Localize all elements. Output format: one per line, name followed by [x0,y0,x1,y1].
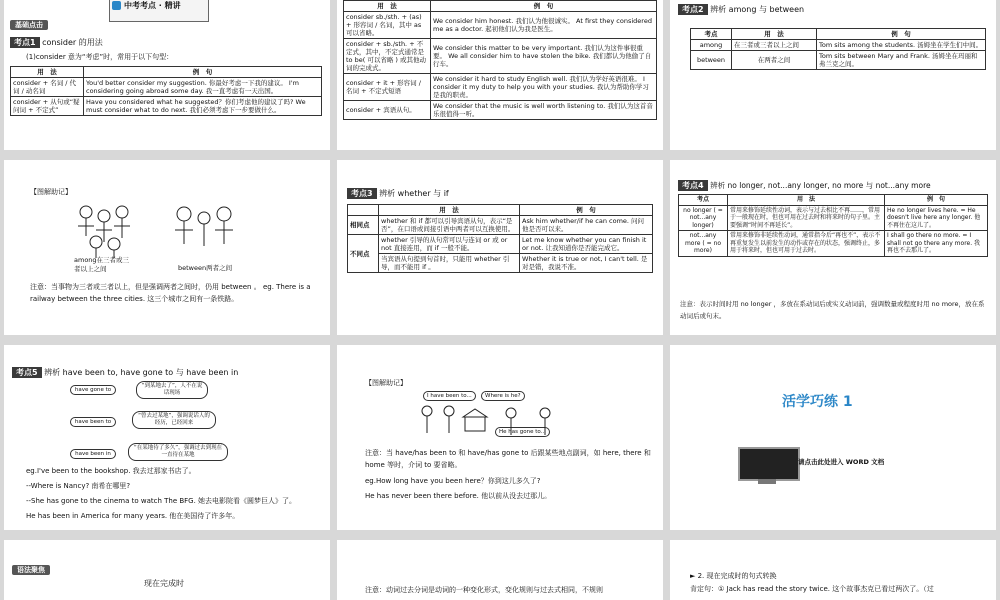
table-row [344,12,657,39]
cell-key: between [691,51,732,70]
cell-example: Have you considered what he suggested？你们考虑他的建议了吗? We must consider what to do next. 我们必须考虑下一步要做什么。 [84,97,322,116]
memory-aid-title: 【图解助记】 [365,379,407,387]
example-4: He has been in America for many years. 他在美国待了许多年。 [26,512,240,520]
section-heading: ► 2. 现在完成时的句式转换 [690,572,777,580]
point-tag: 考点4 [678,180,708,191]
point-tag: 考点5 [12,367,42,378]
cell-example: Ask him whether/if he can come. 问问他是否可以来。 [520,216,653,235]
cell-example: You'd better consider my suggestion. 你最好考虑一下我的建议。 I'm considering going abroad some day. 我一直考虑有一天出国。 [84,78,322,97]
table-row [348,235,653,254]
slide-past-participle-note[interactable] [337,540,663,600]
children-illustration [72,202,252,260]
basic-tag: 基础点击 [10,20,48,30]
bubble-have-been-to: have been to [70,417,116,427]
cell-example: Tom sits among the students. 汤姆坐在学生们中间。 [817,40,986,51]
cell-key: not...any more ( = no more) [679,231,728,257]
grammar-title: 现在完成时 [144,579,184,588]
slide-among-between-illustration[interactable] [4,160,330,335]
example-2: He has never been there before. 他以前从没去过那儿。 [365,492,552,500]
slide-consider-usage-1[interactable] [4,0,330,150]
memory-aid-title: 【图解助记】 [30,188,72,196]
table-row [679,231,988,257]
speech-bubble-2: Where is he? [481,391,525,401]
example-2: --Where is Nancy? 南希在哪里? [26,482,131,490]
table-row [344,101,657,120]
affirmative-example: 肯定句：① Jack has read the story twice. 这个故事杰克已看过两次了。（过 [690,585,934,593]
cell-use: consider + sb./sth. + 不定式，其中，不定式通常是 to be( 可以省略 ) 或其他动词的完成式。 [344,39,431,74]
book-icon [112,1,121,10]
col-header: 例 句 [817,29,986,40]
banner-text: 中考考点 · 精讲 [124,1,181,10]
slide-practice[interactable] [670,345,996,530]
speech-bubble-3: He has gone to... [495,427,550,437]
cell-key: 不同点 [348,235,379,273]
cell-use: consider + it + 形容词 / 名词 + 不定式短语 [344,74,431,101]
no-longer-table [678,194,988,257]
table-row [691,40,986,51]
section-banner [109,0,209,22]
practice-title: 活学巧练 1 [782,394,853,410]
col-header: 例 句 [84,67,322,78]
note-text: 注意：当 have/has been to 和 have/has gone to 后跟某些地点副词，如 here, there 和 home 等时，介词 to 要省略。 [365,449,651,469]
slide-consider-usage-2[interactable] [337,0,663,150]
cell-use: 常用来修饰非延续性动词，通常指今后“再也不”，表示不再重复发生以前发生的动作或存在的状态，强调终止，多用于将来时，但也可用于过去时。 [728,231,885,257]
table-row [344,74,657,101]
people-illustration [415,403,565,443]
monitor-stand [758,479,776,484]
point-title: 辨析 have been to, have gone to 与 have been in [44,368,239,377]
note-text: 注意：当事物为三者或三者以上，但是强调两者之间时，仍用 between 。 eg. There is a railway between the three cities. 这三个城市之间有一条铁路。 [30,283,311,303]
table-row [348,254,653,273]
cell-example: We consider it hard to study English well. 我们认为学好英语很难。 I consider it my duty to help you with your studies. 我认为帮助你学习是我的职责。 [431,74,657,101]
cell-use: 在三者或三者以上之间 [732,40,817,51]
point-title: 辨析 no longer, not...any longer, no more 与 not...any more [710,181,931,190]
table-row [691,51,986,70]
bubble-have-been-in: have been in [70,449,116,459]
cell-key: 相同点 [348,216,379,235]
slide-grammar-focus[interactable] [4,540,330,600]
cell-example: We consider this matter to be very important. 我们认为这件事很重要。 We all consider him to have stolen the bike. 我们都认为他偷了自行车。 [431,39,657,74]
caption-among: among在三者或三者以上之间 [74,256,130,273]
col-header: 用 法 [728,195,885,206]
point-tag: 考点2 [678,4,708,15]
table-row [348,216,653,235]
cell-use: consider sb./sth. + (as) + 形容词 / 名词，其中 as 可以省略。 [344,12,431,39]
point-tag: 考点1 [10,37,40,48]
point-tag: 考点3 [347,188,377,199]
table-row [344,39,657,74]
note-text: 注意：动词过去分词是动词的一种变化形式，变化规则与过去式相同，不规则 [365,586,603,594]
slide-no-longer[interactable] [670,160,996,335]
slide-whether-if[interactable] [337,160,663,335]
cell-example: I shall go there no more. = I shall not go there any more. 我再也不去那儿了。 [885,231,988,257]
slide-among-between[interactable] [670,0,996,150]
cell-use: 在两者之间 [732,51,817,70]
slide-have-been-illustration[interactable] [337,345,663,530]
bubble-have-gone-to: have gone to [70,385,116,395]
slide-have-been-gone[interactable] [4,345,330,530]
desc-have-been-to: “曾去过某地”，强调说话人的经历，已经回来 [132,411,216,429]
col-header: 例 句 [520,205,653,216]
cell-use: consider + 宾语从句。 [344,101,431,120]
example-1: eg.I've been to the bookshop. 我去过那家书店了。 [26,467,196,475]
cell-example: We consider that the music is well worth listening to. 我们认为这首音乐很值得一听。 [431,101,657,120]
col-header: 用 法 [344,1,431,12]
cell-use: whether 和 if 都可以引导宾语从句，表示“是否”，在口语或间接引语中两者可以互换使用。 [379,216,520,235]
example-3: --She has gone to the cinema to watch The BFG. 她去电影院看《圆梦巨人》了。 [26,497,297,505]
among-between-table [690,28,986,70]
cell-use: consider + 名词 / 代词 / 动名词 [11,78,84,97]
desc-have-been-in: “在某地待了多久”，强调过去到现在一直待在某地 [128,443,228,461]
col-header: 用 法 [732,29,817,40]
consider-table-2 [343,0,657,120]
monitor-icon[interactable] [738,447,800,481]
whether-if-table [347,204,653,273]
col-header [348,205,379,216]
caption-between: between两者之间 [178,264,233,272]
col-header: 例 句 [885,195,988,206]
cell-use: 常用来修饰延续性动词，表示与过去相比不再……，常用于一般现在时，但也可用在过去时和将来时的句子里。主要强调“时间不再延长”。 [728,205,885,231]
cell-key: no longer ( = not...any longer) [679,205,728,231]
consider-table [10,66,322,116]
note-text: 注意：表示时间时用 no longer ，多放在系动词后或实义动词前，强调数量或程度时用 no more，放在系动词后或句末。 [680,300,985,320]
slide-sentence-transform[interactable] [670,540,996,600]
table-row [11,97,322,116]
col-header: 用 法 [11,67,84,78]
col-header: 考点 [691,29,732,40]
col-header: 用 法 [379,205,520,216]
speech-bubble-1: I have been to... [423,391,476,401]
table-row [11,78,322,97]
cell-example: Let me know whether you can finish it or not. 让我知道你是否能完成它。 [520,235,653,254]
point-title: 辨析 among 与 between [710,5,805,14]
table-row [679,205,988,231]
col-header: 例 句 [431,1,657,12]
cell-use: 当宾语从句提到句首时，只能用 whether 引导，而不能用 if 。 [379,254,520,273]
cell-use: consider + 从句或“疑问词 + 不定式” [11,97,84,116]
desc-have-gone-to: “到某地去了”，人不在说话现场 [136,381,208,399]
col-header: 考点 [679,195,728,206]
point-title: consider 的用法 [42,38,103,47]
cell-use: whether 引导的从句常可以与连词 or 或 or not 直接连用，而 if 一般不能。 [379,235,520,254]
cell-example: He no longer lives here. = He doesn't live here any longer. 他不再住在这儿了。 [885,205,988,231]
cell-example: Tom sits between Mary and Frank. 汤姆坐在玛丽和弗兰克之间。 [817,51,986,70]
cell-key: among [691,40,732,51]
example-1: eg.How long have you been here？你到这儿多久了? [365,477,541,485]
cell-example: We consider him honest. 我们认为他很诚实。 At first they considered me as a doctor. 起初他们认为我是医生。 [431,12,657,39]
grammar-tag: 语法聚焦 [12,565,50,575]
intro-text: (1)consider 意为“考虑”时，常用于以下句型： [26,53,174,61]
point-title: 辨析 whether 与 if [379,189,449,198]
cell-example: Whether it is true or not, I can't tell. 是对是错，我说不准。 [520,254,653,273]
word-doc-link[interactable]: 请点击此处进入 WORD 文档 [798,458,885,466]
